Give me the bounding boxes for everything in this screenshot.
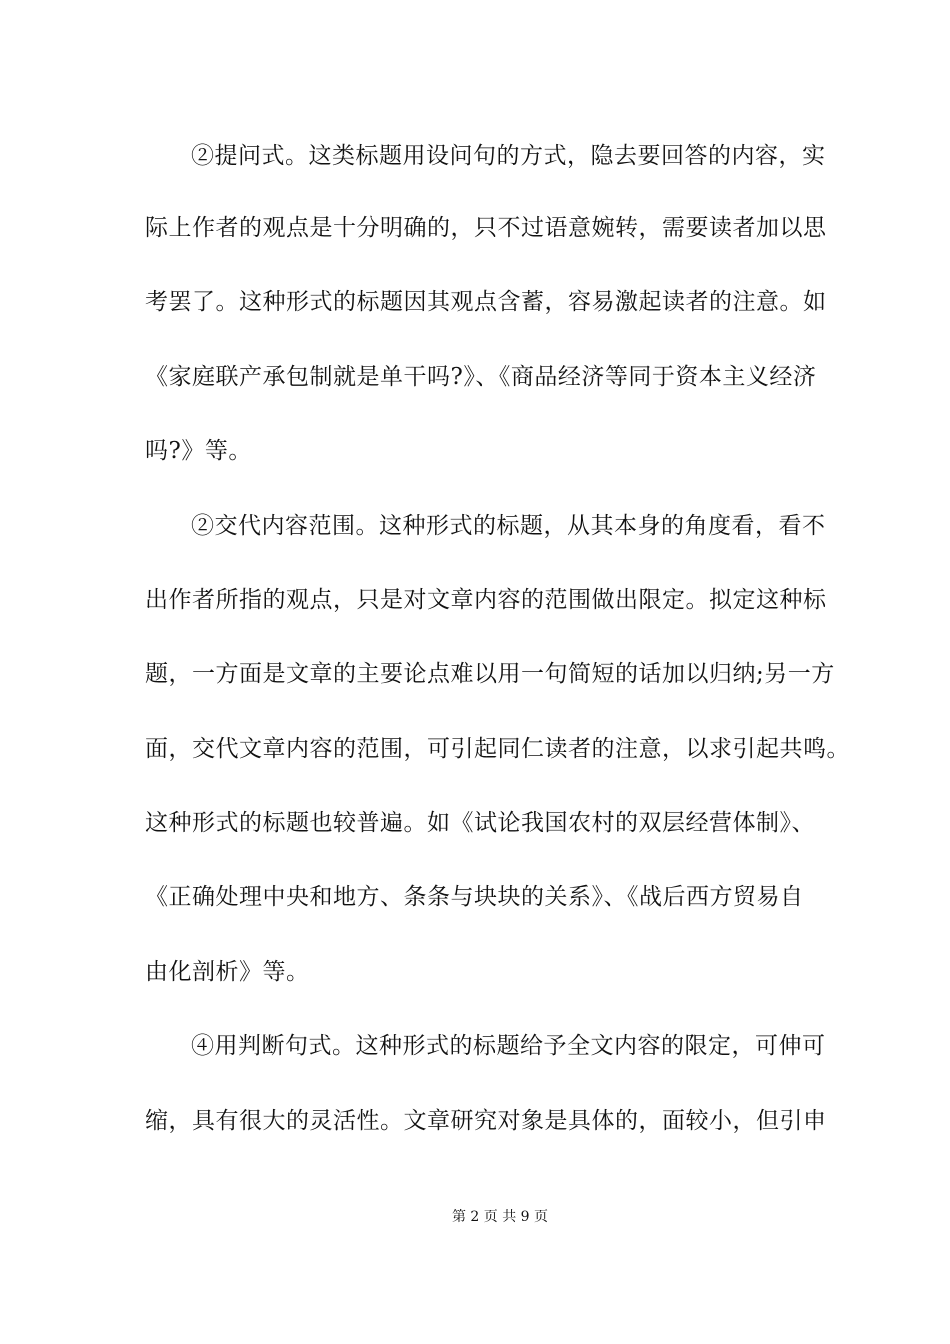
paragraph-3-line-2: 缩，具有很大的灵活性。文章研究对象是具体的，面较小，但引申 <box>145 1108 827 1134</box>
paragraph-1-line-1: ②提问式。这类标题用设问句的方式，隐去要回答的内容，实 <box>191 143 826 169</box>
paragraph-2-line-1: ②交代内容范围。这种形式的标题，从其本身的角度看，看不 <box>191 513 826 539</box>
paragraph-1-line-5: 吗?》等。 <box>145 438 252 464</box>
paragraph-2-line-6: 《正确处理中央和地方、条条与块块的关系》、《战后西方贸易自 <box>145 884 804 910</box>
paragraph-1-line-3: 考罢了。这种形式的标题因其观点含蓄，容易激起读者的注意。如 <box>145 289 827 315</box>
page-number-footer: 第 2 页 共 9 页 <box>451 1209 549 1225</box>
paragraph-2-line-2: 出作者所指的观点，只是对文章内容的范围做出限定。拟定这种标 <box>145 587 827 613</box>
paragraph-2-line-7: 由化剖析》等。 <box>145 959 310 985</box>
paragraph-1-line-4: 《家庭联产承包制就是单干吗?》、《商品经济等同于资本主义经济 <box>145 364 817 390</box>
paragraph-2-line-3: 题，一方面是文章的主要论点难以用一句简短的话加以归纳;另一方 <box>145 661 835 687</box>
paragraph-3-line-1: ④用判断句式。这种形式的标题给予全文内容的限定，可伸可 <box>191 1033 826 1059</box>
paragraph-2-line-5: 这种形式的标题也较普遍。如《试论我国农村的双层经营体制》、 <box>145 810 815 836</box>
paragraph-1-line-2: 际上作者的观点是十分明确的，只不过语意婉转，需要读者加以思 <box>145 215 827 241</box>
paragraph-2-line-4: 面，交代文章内容的范围，可引起同仁读者的注意，以求引起共鸣。 <box>145 736 850 762</box>
